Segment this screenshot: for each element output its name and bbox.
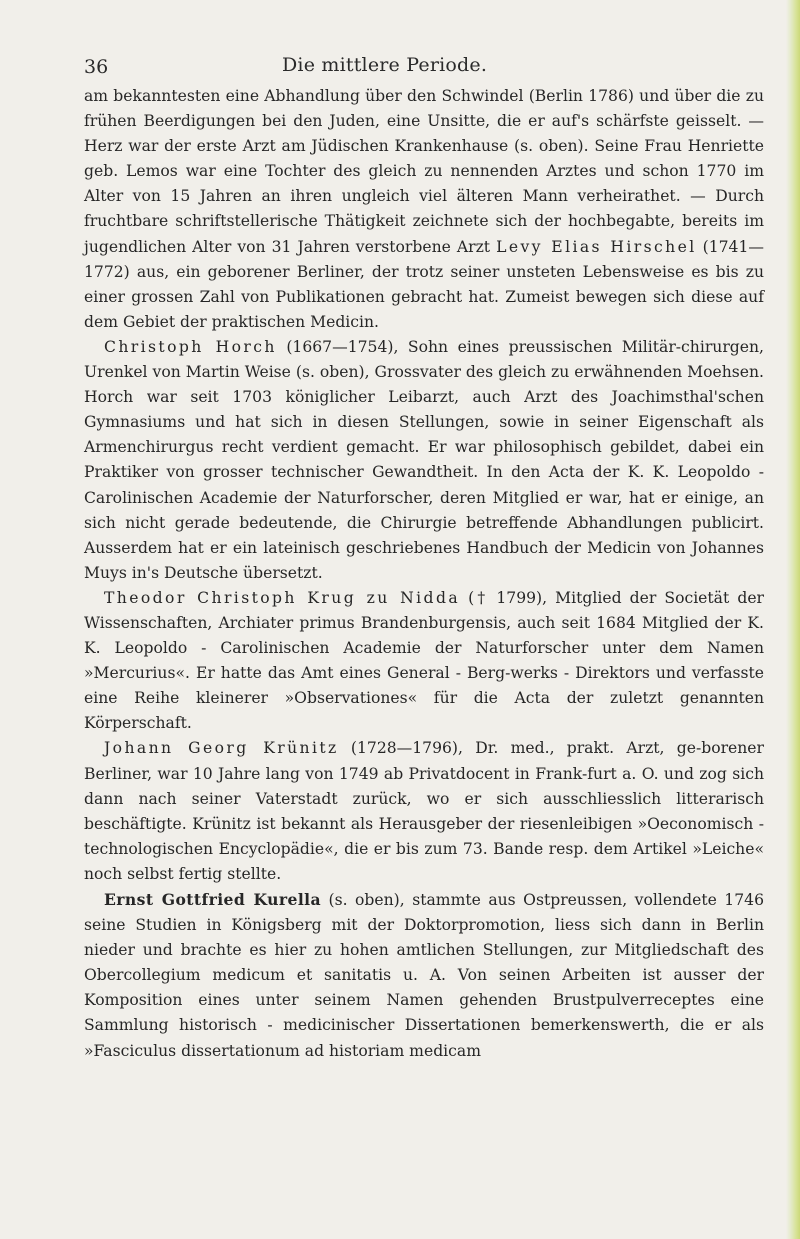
person-name-krug: Theodor Christoph Krug zu Nidda [104, 588, 461, 607]
page-header [84, 50, 764, 86]
text-segment: (1667—1754), Sohn eines preussischen Militär-chirurgen, Urenkel von Martin Weise (s. oben), Grossvater des gleich zu erwähnenden Moehsen. Horch war seit 1703 königlicher Leibarzt, auch Arzt des Joachimsthal'schen Gymnasiums und hat sich in diesen Stellungen, sowie in seiner Eigenschaft als Armenchirurgus recht verdient gemacht. Er war philosophisch gebildet, dabei ein Praktiker von grosser technischer Gewandtheit. In den Acta der K. K. Leopoldo - Carolinischen Academie der Naturforscher, deren Mitglied er war, hat er einige, an sich nicht gerade bedeutende, die Chirurgie betreffende Abhandlungen publicirt. Ausserdem hat er ein lateinisch geschriebenes Handbuch der Medicin von Johannes Muys in's Deutsche übersetzt. [84, 337, 764, 582]
text-segment: (1728—1796), Dr. med., prakt. Arzt, ge-borener Berliner, war 10 Jahre lang von 1749 ab Privatdocent in Frank-furt a. O. und zog sich dann nach seiner Vaterstadt zurück, wo er sich ausschliesslich litterarisch beschäftigte. Krünitz ist bekannt als Herausgeber der riesenleibigen »Oeconomisch - technologischen Encyclopädie«, die er bis zum 73. Bande resp. dem Artikel »Leiche« noch selbst fertig stellte. [84, 739, 764, 883]
text-segment: (s. oben), stammte aus Ostpreussen, vollendete 1746 seine Studien in Königsberg mit der Doktorpromotion, liess sich dann in Berlin nieder und brachte es hier zu hohen amtlichen Stellungen, zur Mitgliedschaft des Obercollegium medicum et sanitatis u. A. Von seinen Arbeiten ist ausser der Komposition eines unter seinem Namen gehenden Brustpulverreceptes eine Sammlung historisch - medicinischer Dissertationen bemerkenswerth, die er als »Fasciculus dissertationum ad historiam medicam [84, 891, 764, 1060]
paragraph-horch [84, 335, 764, 586]
body-text [84, 84, 764, 1064]
paragraph-krug [84, 586, 764, 737]
running-head: Die mittlere Periode. [282, 54, 488, 76]
text-segment: († 1799), Mitglied der Societät der Wissenschaften, Archiater primus Brandenburgensis, auch seit 1684 Mitglied der K. K. Leopoldo - Carolinischen Academie der Naturforscher unter dem Namen »Mercurius«. Er hatte das Amt eines General - Berg-werks - Direktors und verfasste eine Reihe kleinerer »Observationes« für die Acta der zuletzt genannten Körperschaft. [84, 588, 764, 733]
page-edge [786, 0, 800, 1239]
person-name-horch: Christoph Horch [104, 337, 277, 356]
page-number: 36 [84, 56, 109, 78]
text-segment: am bekanntesten eine Abhandlung über den Schwindel (Berlin 1786) und über die zu frühen Beerdigungen bei den Juden, eine Unsitte, die er auf's schärfste geisselt. — Herz war der erste Arzt am Jüdischen Krankenhause (s. oben). Seine Frau Henriette geb. Lemos war eine Tochter des gleich zu nennenden Arztes und schon 1770 im Alter von 15 Jahren an ihren ungleich viel älteren Mann verheirathet. — Durch fruchtbare schriftstellerische Thätigkeit zeichnete sich der hochbegabte, bereits im jugendlichen Alter von 31 Jahren verstorbene Arzt [84, 87, 764, 256]
paragraph-kurella [84, 887, 764, 1064]
paragraph-herz-hirschel [84, 84, 764, 335]
paragraph-kruenitz [84, 736, 764, 887]
person-name-kruenitz: Johann Georg Krünitz [104, 739, 339, 758]
person-name-kurella: Ernst Gottfried Kurella [104, 890, 321, 909]
text-segment: (1741—1772) aus, ein geborener Berliner, der trotz seiner unsteten Lebensweise es bis zu einer grossen Zahl von Publikationen gebracht hat. Zumeist bewegen sich diese auf dem Gebiet der praktischen Medicin. [84, 237, 764, 331]
person-name-hirschel: Levy Elias Hirschel [496, 237, 697, 256]
